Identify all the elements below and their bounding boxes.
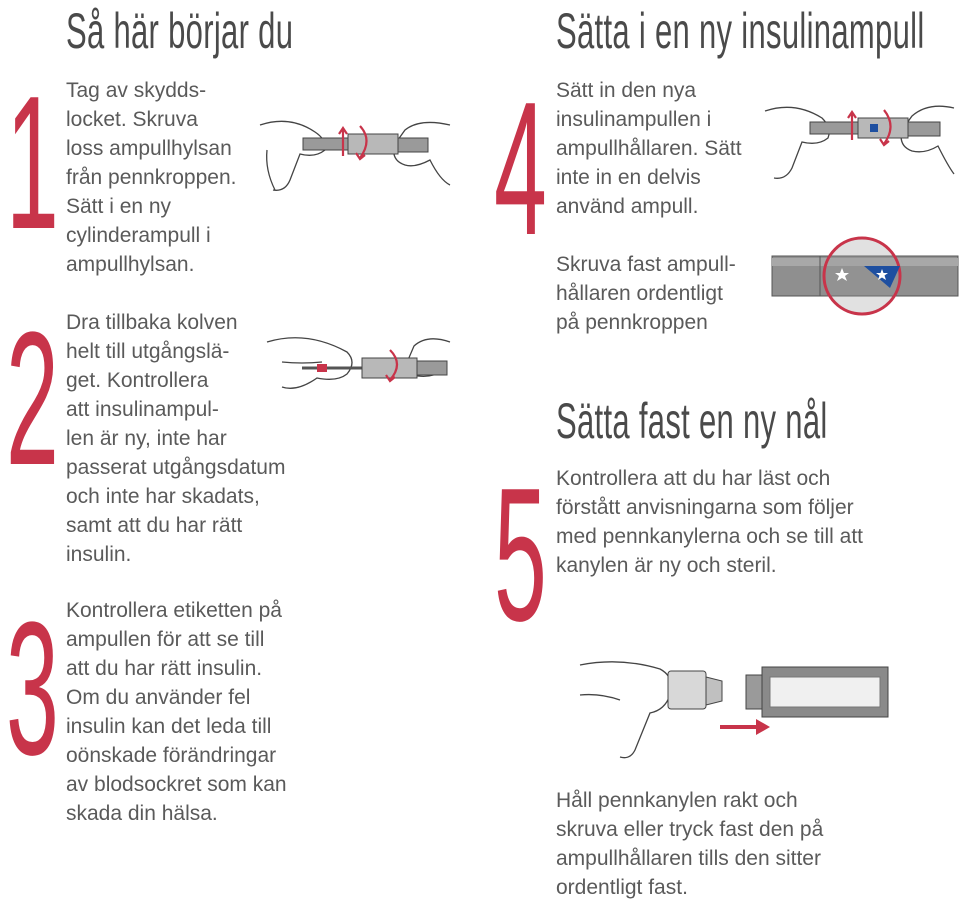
step-5-text-check: Kontrollera att du har läst och förstått anvisningarna som följer med pennkanylerna och se till att kanylen är ny och steril. xyxy=(556,467,864,577)
step-number-3: 3 xyxy=(6,583,59,795)
step-3-text: Kontrollera etiketten på ampullen för att se till att du har rätt insulin. Om du använder fel insulin kan det leda till oönskade förändringar av blodsockret som kan skada din hälsa. xyxy=(66,599,287,825)
step-5-text-attach: Håll pennkanylen rakt och skruva eller tryck fast den på ampullhållaren tills den sitter ordentligt fast. xyxy=(556,789,824,899)
right-section-title: Sätta i en ny insulinampull xyxy=(556,3,925,59)
needle-section-title: Sätta fast en ny nål xyxy=(556,393,828,449)
unscrew-pen-illustration xyxy=(255,110,455,200)
step-number-1: 1 xyxy=(6,57,59,269)
step-number-4: 4 xyxy=(494,63,547,275)
left-section-title: Så här börjar du xyxy=(66,3,294,59)
step-2-text: Dra tillbaka kolven helt till utgångslä- get. Kontrollera att insulinampul- len är ny, inte har passerat utgångsdatum och inte har skadats, samt att du har rätt insulin. xyxy=(66,311,286,566)
step-1-text: Tag av skydds- locket. Skruva loss ampullhylsan från pennkroppen. Sätt i en ny cylinderampull i ampullhylsan. xyxy=(66,79,237,276)
insert-cartridge-illustration xyxy=(760,96,958,188)
step-number-5: 5 xyxy=(494,449,547,661)
attach-needle-illustration xyxy=(580,655,890,765)
step-number-2: 2 xyxy=(6,293,59,505)
alignment-marks-illustration xyxy=(772,234,958,320)
step-4-text-insert: Sätt in den nya insulinampullen i ampullhållaren. Sätt inte in en delvis använd ampull. xyxy=(556,79,742,218)
step-4-text-screw: Skruva fast ampull- hållaren ordentligt på pennkroppen xyxy=(556,253,736,334)
retract-plunger-illustration xyxy=(262,322,454,412)
